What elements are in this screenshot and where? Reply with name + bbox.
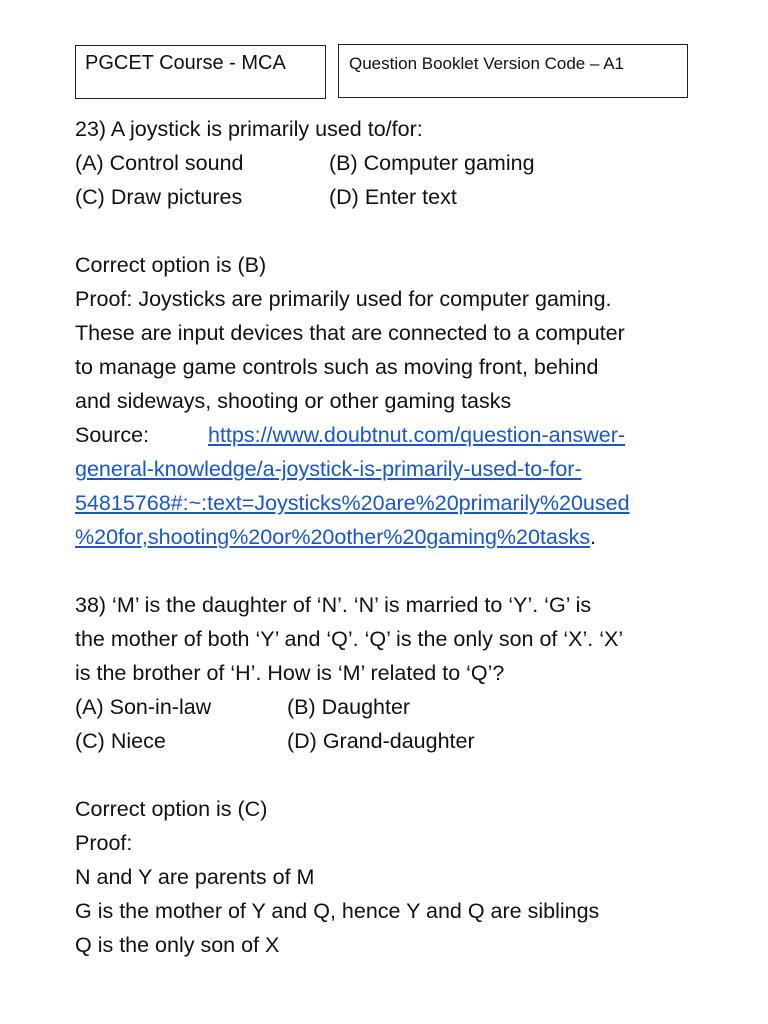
question-38	[75, 588, 715, 962]
q38-option-b: (B) Daughter	[287, 695, 411, 719]
question-23	[75, 112, 715, 554]
q23-proof-line: and sideways, shooting or other gaming tasks	[75, 389, 512, 413]
source-label: Source:	[75, 423, 150, 447]
source-link-line[interactable]: general-knowledge/a-joystick-is-primarily-used-to-for-	[75, 457, 582, 481]
q38-proof-label: Proof:	[75, 831, 133, 855]
source-link-line[interactable]: %20for,shooting%20or%20other%20gaming%20tasks	[75, 525, 591, 549]
document-body	[75, 112, 715, 962]
q23-correct-option: Correct option is (B)	[75, 253, 267, 277]
question-38-text-line: the mother of both ‘Y’ and ‘Q’. ‘Q’ is the only son of ‘X’. ‘X’	[75, 627, 624, 651]
spacer	[75, 758, 715, 792]
q23-proof-line: Proof: Joysticks are primarily used for computer gaming.	[75, 287, 612, 311]
q23-proof-line: to manage game controls such as moving front, behind	[75, 355, 599, 379]
q23-proof-line: These are input devices that are connected to a computer	[75, 321, 625, 345]
question-23-options-row-1	[75, 146, 715, 180]
source-trailing-period: .	[590, 525, 597, 549]
source-link-line[interactable]: https://www.doubtnut.com/question-answer-	[208, 423, 626, 447]
spacer	[75, 214, 715, 248]
q23-option-b: (B) Computer gaming	[329, 151, 535, 175]
q38-correct-option: Correct option is (C)	[75, 797, 268, 821]
question-23-options-row-2	[75, 180, 715, 214]
version-code: Question Booklet Version Code – A1	[349, 54, 625, 73]
question-38-options-row-2	[75, 724, 715, 758]
version-code-box	[338, 44, 688, 98]
q23-option-a: (A) Control sound	[75, 151, 244, 175]
source-link-line[interactable]: 54815768#:~:text=Joysticks%20are%20primarily%20used	[75, 491, 630, 515]
spacer	[75, 554, 715, 588]
q38-proof-line: N and Y are parents of M	[75, 865, 315, 889]
question-23-text: 23) A joystick is primarily used to/for:	[75, 117, 423, 141]
q38-option-a: (A) Son-in-law	[75, 695, 212, 719]
question-38-text-line: 38) ‘M’ is the daughter of ‘N’. ‘N’ is married to ‘Y’. ‘G’ is	[75, 593, 592, 617]
course-title: PGCET Course - MCA	[85, 52, 286, 74]
q38-proof-line: G is the mother of Y and Q, hence Y and Q are siblings	[75, 899, 600, 923]
q38-option-c: (C) Niece	[75, 729, 166, 753]
q23-source	[75, 418, 715, 452]
q23-option-d: (D) Enter text	[329, 185, 457, 209]
q38-proof-line: Q is the only son of X	[75, 933, 280, 957]
course-header-box	[75, 45, 326, 99]
q38-option-d: (D) Grand-daughter	[287, 729, 475, 753]
q23-option-c: (C) Draw pictures	[75, 185, 243, 209]
question-38-options-row-1	[75, 690, 715, 724]
question-38-text-line: is the brother of ‘H’. How is ‘M’ related to ‘Q’?	[75, 661, 505, 685]
